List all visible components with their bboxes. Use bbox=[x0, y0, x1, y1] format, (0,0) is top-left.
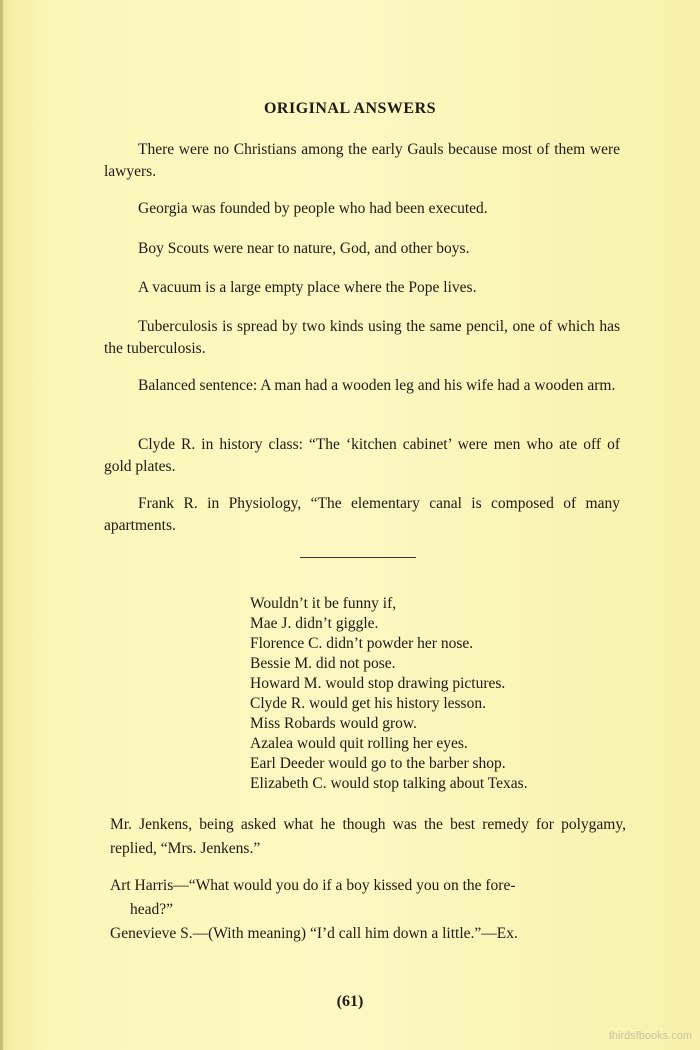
answer-text: Tuberculosis is spread by two kinds using the same pencil, one of which has the tuberculosis. bbox=[104, 318, 620, 357]
answer-text: Balanced sentence: A man had a wooden leg and his wife had a wooden arm. bbox=[138, 377, 616, 394]
poem-line: Earl Deeder would go to the barber shop. bbox=[250, 755, 506, 772]
poem-line: Howard M. would stop drawing pictures. bbox=[250, 675, 506, 692]
answer-paragraph bbox=[104, 198, 620, 220]
poem-line: Mae J. didn’t giggle. bbox=[250, 615, 379, 632]
answer-paragraph bbox=[104, 434, 620, 478]
page-number: (61) bbox=[336, 993, 364, 1010]
answer-text: Clyde R. in history class: “The ‘kitchen cabinet’ were men who ate off of gold plates. bbox=[104, 436, 620, 475]
answer-text: Frank R. in Physiology, “The elementary canal is composed of many apartments. bbox=[104, 495, 620, 534]
poem-line: Elizabeth C. would stop talking about Texas. bbox=[250, 775, 528, 792]
answer-paragraph bbox=[104, 316, 620, 360]
answer-text: Boy Scouts were near to nature, God, and other boys. bbox=[138, 240, 470, 257]
answer-paragraph bbox=[104, 238, 620, 260]
poem-line: Bessie M. did not pose. bbox=[250, 655, 396, 672]
poem-line: Florence C. didn’t powder her nose. bbox=[250, 635, 474, 652]
answer-text: A vacuum is a large empty place where the Pope lives. bbox=[138, 279, 477, 296]
answer-paragraph bbox=[104, 139, 620, 183]
poem-line: Miss Robards would grow. bbox=[250, 715, 417, 732]
section-divider bbox=[300, 557, 416, 558]
answer-text: There were no Christians among the early Gauls because most of them were lawyers. bbox=[104, 141, 620, 180]
answer-paragraph bbox=[104, 375, 620, 397]
dialogue bbox=[110, 874, 626, 946]
poem bbox=[250, 594, 528, 794]
answer-paragraph bbox=[104, 277, 620, 299]
jenkens-anecdote: Mr. Jenkens, being asked what he though was the best remedy for polygamy, replied, “Mrs. Jenkens.” bbox=[110, 816, 626, 857]
watermark: thirdsfbooks.com bbox=[608, 1030, 692, 1042]
answer-text: Georgia was founded by people who had been executed. bbox=[138, 200, 488, 217]
poem-line: Azalea would quit rolling her eyes. bbox=[250, 735, 468, 752]
poem-line: Clyde R. would get his history lesson. bbox=[250, 695, 486, 712]
dialogue-line-continued: head?” bbox=[130, 901, 174, 918]
dialogue-line: Art Harris—“What would you do if a boy kissed you on the fore- bbox=[110, 877, 516, 894]
dialogue-line: Genevieve S.—(With meaning) “I’d call him down a little.”—Ex. bbox=[110, 925, 518, 942]
answer-paragraph bbox=[104, 493, 620, 537]
page-edge bbox=[0, 0, 3, 1050]
page-title: ORIGINAL ANSWERS bbox=[263, 100, 437, 117]
poem-line: Wouldn’t it be funny if, bbox=[250, 595, 397, 612]
